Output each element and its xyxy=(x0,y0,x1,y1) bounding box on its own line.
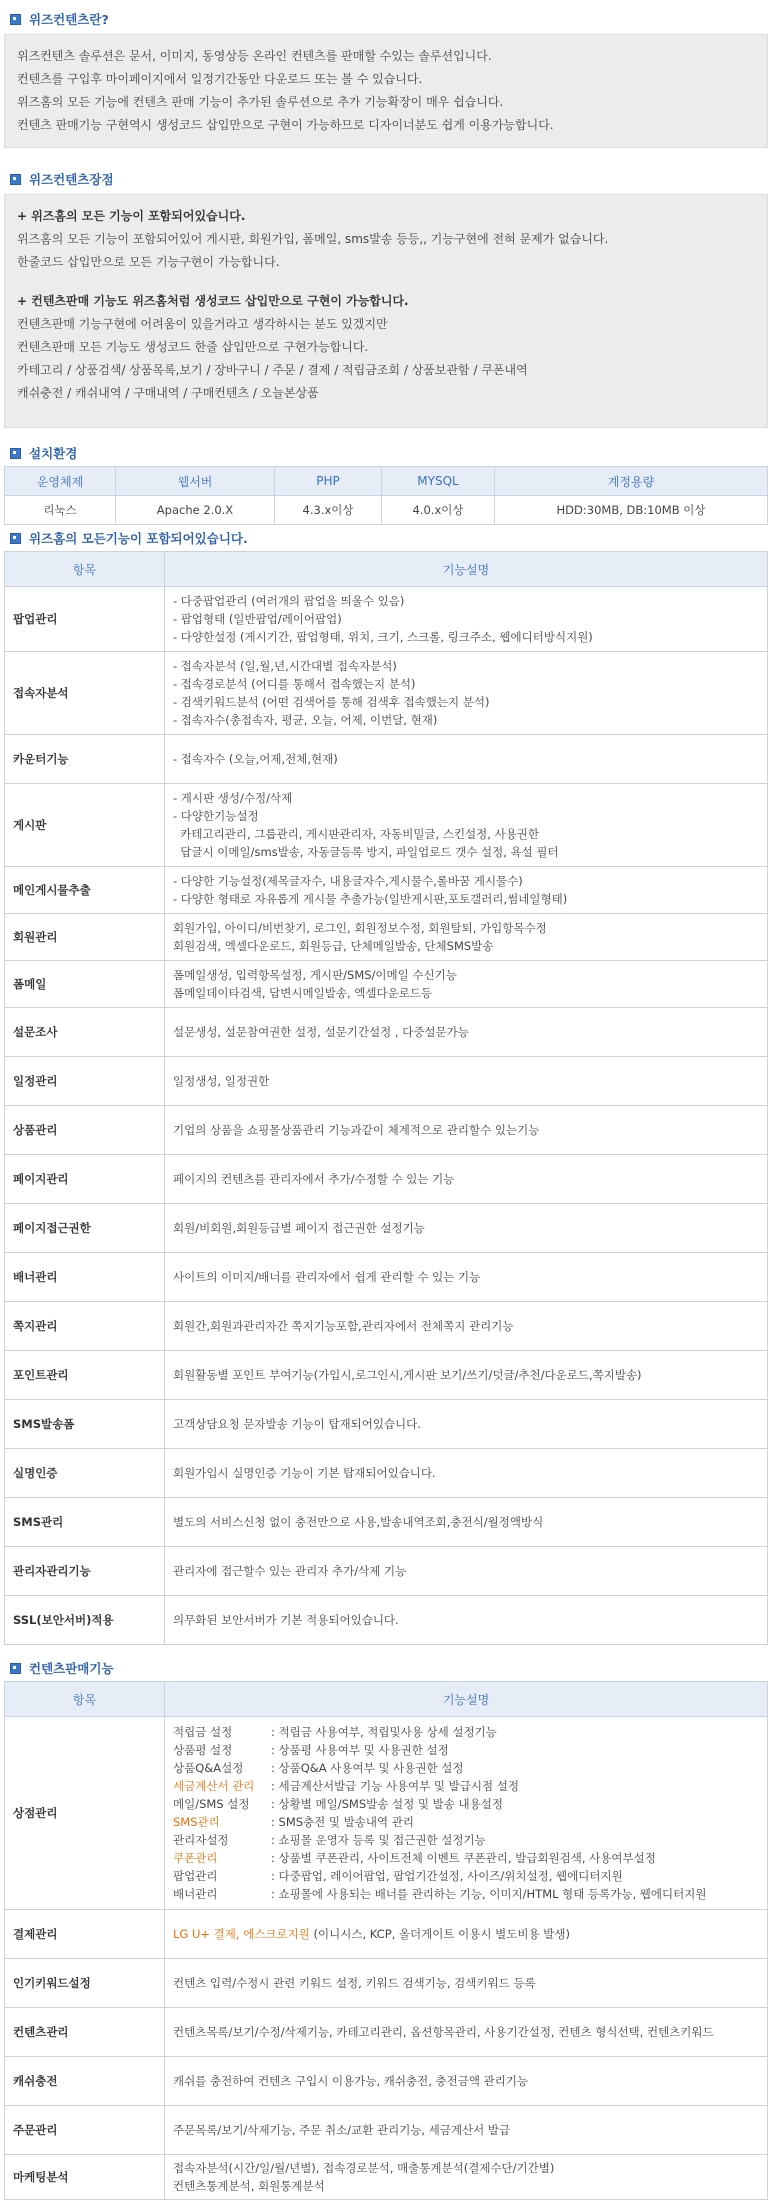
feature-line: 폼메일생성, 입력항목설정, 게시판/SMS/이메일 수신기능 xyxy=(173,968,457,982)
features-row xyxy=(5,1596,768,1645)
intro-line: 위즈컨텐츠 솔루션은 문서, 이미지, 동영상등 온라인 컨텐츠를 판매할 수있는 솔루션입니다. xyxy=(17,49,492,63)
shop-setting-value: : 상품평 사용여부 및 사용권한 설정 xyxy=(271,1743,449,1757)
shop-setting-value: : 상품별 쿠폰관리, 사이트전체 이벤트 쿠폰관리, 발급회원검색, 사용여부설정 xyxy=(271,1851,656,1865)
sales-line: 접속자분석(시간/일/월/년별), 접속경로분석, 매출통계분석(결제수단/기간별) xyxy=(173,2161,555,2175)
feature-line: 회원활동별 포인트 부여기능(가입시,로그인시,게시판 보기/쓰기/덧글/추천/다운로드,쪽지발송) xyxy=(173,1368,642,1382)
sales-row-name: 주문관리 xyxy=(5,2106,165,2155)
features-row-desc xyxy=(165,1106,768,1155)
env-header: 운영체제 xyxy=(5,467,116,496)
features-row-name: 쪽지관리 xyxy=(5,1302,165,1351)
features-header: 항목 xyxy=(5,552,165,587)
sales-row xyxy=(5,2155,768,2200)
features-row xyxy=(5,1449,768,1498)
env-cell: HDD:30MB, DB:10MB 이상 xyxy=(495,496,768,525)
features-table xyxy=(4,551,768,1645)
features-row xyxy=(5,735,768,784)
features-row xyxy=(5,1204,768,1253)
features-row-desc xyxy=(165,1204,768,1253)
features-row-desc xyxy=(165,961,768,1008)
features-row-name: SMS관리 xyxy=(5,1498,165,1547)
payment-note: (이니시스, KCP, 올더게이트 이용시 별도비용 발생) xyxy=(309,1927,570,1941)
shop-setting-key: 적립금 설정 xyxy=(173,1725,233,1739)
features-row-name: 폼메일 xyxy=(5,961,165,1008)
features-title: 위즈홈의 모든기능이 포함되어있습니다. xyxy=(29,531,248,546)
feature-line: 페이지의 컨텐츠를 관리자에서 추가/수정할 수 있는 기능 xyxy=(173,1172,455,1186)
feature-line: 기업의 상품을 쇼핑몰상품관리 기능과같이 체계적으로 관리할수 있는기능 xyxy=(173,1123,540,1137)
env-cell: 리눅스 xyxy=(5,496,116,525)
sales-table xyxy=(4,1681,768,2200)
sales-line: 컨텐츠 입력/수정시 관련 키워드 설정, 키워드 검색기능, 검색키워드 등록 xyxy=(173,1976,536,1990)
shop-setting-item xyxy=(173,1849,759,1867)
features-row xyxy=(5,914,768,961)
features-row-name: 페이지접근권한 xyxy=(5,1204,165,1253)
intro-title: 위즈컨텐츠란? xyxy=(29,12,109,27)
features-row-name: 일정관리 xyxy=(5,1057,165,1106)
features-row xyxy=(5,867,768,914)
feature-line: - 다중팝업관리 (여러개의 팝업을 띄울수 있음) xyxy=(173,594,405,608)
advantage-line: 컨텐츠판매 기능구현에 어려움이 있을거라고 생각하시는 분도 있겠지만 xyxy=(17,317,388,331)
features-row xyxy=(5,652,768,735)
env-cell: Apache 2.0.X xyxy=(116,496,275,525)
features-row-desc xyxy=(165,1449,768,1498)
features-row xyxy=(5,1253,768,1302)
sales-line: 캐쉬를 충전하여 컨텐츠 구입시 이용가능, 캐쉬충전, 충전금액 관리기능 xyxy=(173,2074,529,2088)
sales-row-desc xyxy=(165,1717,768,1910)
features-row-name: 카운터기능 xyxy=(5,735,165,784)
sales-line: 컨텐츠통계분석, 회원통계분석 xyxy=(173,2179,325,2193)
sales-line: 주문목록/보기/삭제기능, 주문 취소/교환 관리기능, 세금계산서 발급 xyxy=(173,2123,511,2137)
advantage-line: 캐쉬충전 / 캐쉬내역 / 구매내역 / 구매컨텐츠 / 오늘본상품 xyxy=(17,386,319,400)
intro-line: 컨텐츠를 구입후 마이페이지에서 일정기간동안 다운로드 또는 볼 수 있습니다. xyxy=(17,72,423,86)
feature-line: - 다양한설정 (게시기간, 팝업형태, 위치, 크기, 스크롤, 링크주소, 웹에디터방식지원) xyxy=(173,630,593,644)
features-row-desc xyxy=(165,652,768,735)
shop-setting-key: SMS관리 xyxy=(173,1815,220,1829)
shop-setting-value: : 쇼핑몰에 사용되는 배너를 관리하는 기능, 이미지/HTML 형태 등록가능, 웹에디터지원 xyxy=(271,1887,707,1901)
features-row-desc xyxy=(165,1253,768,1302)
feature-line: 회원검색, 엑셀다운로드, 회원등급, 단체메일발송, 단체SMS발송 xyxy=(173,939,494,953)
env-header: PHP xyxy=(275,467,382,496)
shop-setting-item xyxy=(173,1813,759,1831)
sales-row-desc xyxy=(165,1959,768,2008)
features-row xyxy=(5,1547,768,1596)
feature-line: - 다양한 기능설정(제목글자수, 내용글자수,게시물수,롤바꿈 게시물수) xyxy=(173,874,523,888)
features-row-name: 관리자관리기능 xyxy=(5,1547,165,1596)
advantage-line: 컨텐츠판매 모든 기능도 생성코드 한줄 삽입만으로 구현가능합니다. xyxy=(17,340,369,354)
features-row-name: 실명인증 xyxy=(5,1449,165,1498)
features-row-name: SSL(보안서버)적용 xyxy=(5,1596,165,1645)
payment-highlight: LG U+ 결제, 에스크로지원 xyxy=(173,1927,310,1941)
shop-setting-value: : 쇼핑몰 운영자 등록 및 접근권한 설정기능 xyxy=(271,1833,486,1847)
feature-line: - 접속자수(총접속자, 평균, 오늘, 어제, 이번달, 현재) xyxy=(173,713,438,727)
features-row-name: 배너관리 xyxy=(5,1253,165,1302)
features-row-name: 게시판 xyxy=(5,784,165,867)
sales-row-desc xyxy=(165,2155,768,2200)
sales-row xyxy=(5,2057,768,2106)
feature-line: - 접속자수 (오늘,어제,전체,현재) xyxy=(173,752,338,766)
shop-setting-key: 메일/SMS 설정 xyxy=(173,1797,250,1811)
features-row-name: 회원관리 xyxy=(5,914,165,961)
advantages-box xyxy=(4,194,768,428)
feature-line: 일정생성, 일정권한 xyxy=(173,1074,270,1088)
sales-row xyxy=(5,1959,768,2008)
shop-setting-key: 상품평 설정 xyxy=(173,1743,233,1757)
env-header: 계정용량 xyxy=(495,467,768,496)
feature-line: - 검색키워드분석 (어떤 검색어를 통해 검색후 접속했는지 분석) xyxy=(173,695,490,709)
shop-setting-item xyxy=(173,1777,759,1795)
sales-row-name: 인기키워드설정 xyxy=(5,1959,165,2008)
shop-setting-key: 상품Q&A설정 xyxy=(173,1761,244,1775)
shop-setting-key: 쿠폰관리 xyxy=(173,1851,218,1865)
feature-line: - 다양한 형태로 자유롭게 게시물 추출가능(일반게시판,포토갤러리,썸네일형태) xyxy=(173,892,568,906)
shop-setting-key: 관리자설정 xyxy=(173,1833,229,1847)
sales-header: 항목 xyxy=(5,1682,165,1717)
env-table xyxy=(4,466,768,525)
features-row-desc xyxy=(165,867,768,914)
features-row-desc xyxy=(165,1498,768,1547)
shop-setting-value: : 적립금 사용여부, 적립및사용 상세 설정기능 xyxy=(271,1725,497,1739)
shop-setting-value: : 다중팝업, 레이어팝업, 팝업기간설정, 사이즈/위치설정, 웹에디터지원 xyxy=(271,1869,623,1883)
features-row-desc xyxy=(165,1596,768,1645)
shop-setting-key: 팝업관리 xyxy=(173,1869,218,1883)
section-bullet-icon xyxy=(10,533,21,544)
shop-setting-value: : SMS충전 및 발송내역 관리 xyxy=(271,1815,414,1829)
shop-setting-item xyxy=(173,1723,759,1741)
features-row-name: 상품관리 xyxy=(5,1106,165,1155)
feature-line: 폼메일데이타검색, 답변시메일발송, 엑셀다운로드등 xyxy=(173,986,433,1000)
shop-setting-item xyxy=(173,1885,759,1903)
feature-line: 의무화된 보안서버가 기본 적용되어있습니다. xyxy=(173,1613,399,1627)
features-row-name: 메인게시물추출 xyxy=(5,867,165,914)
advantage-heading: + 컨텐츠판매 기능도 위즈홈처럼 생성코드 삽입만으로 구현이 가능합니다. xyxy=(17,294,409,308)
features-row xyxy=(5,1106,768,1155)
env-cell: 4.3.x이상 xyxy=(275,496,382,525)
sales-line: 컨텐츠목록/보기/수정/삭제기능, 카테고리관리, 옵션항목관리, 사용기간설정, 컨텐츠 형식선택, 컨텐츠키워드 xyxy=(173,2025,714,2039)
shop-setting-key: 세금계산서 관리 xyxy=(173,1779,255,1793)
features-row xyxy=(5,1155,768,1204)
features-row xyxy=(5,1351,768,1400)
sales-title: 컨텐츠판매기능 xyxy=(29,1661,114,1676)
intro-box xyxy=(4,34,768,148)
features-row xyxy=(5,587,768,652)
features-section-title xyxy=(4,527,768,549)
features-row-name: 페이지관리 xyxy=(5,1155,165,1204)
section-bullet-icon xyxy=(10,1663,21,1674)
features-row-desc xyxy=(165,1547,768,1596)
feature-line: 고객상담요청 문자발송 기능이 탑재되어있습니다. xyxy=(173,1417,421,1431)
features-row-desc xyxy=(165,914,768,961)
advantage-line: 카테고리 / 상품검색/ 상품목록,보기 / 장바구니 / 주문 / 결제 / 적립금조회 / 상품보관함 / 쿠폰내역 xyxy=(17,363,528,377)
shop-setting-item xyxy=(173,1795,759,1813)
feature-line: 회원간,회원과관리자간 쪽지기능포함,관리자에서 전체쪽지 관리기능 xyxy=(173,1319,514,1333)
intro-section-title xyxy=(4,8,768,30)
features-row-name: SMS발송폼 xyxy=(5,1400,165,1449)
feature-line: 회원가입, 아이디/비번찾기, 로그인, 회원정보수정, 회원탈퇴, 가입항목수정 xyxy=(173,921,547,935)
sales-section-title xyxy=(4,1657,768,1679)
feature-line: 카테고리관리, 그룹관리, 게시판관리자, 자동비밀글, 스킨설정, 사용권한 xyxy=(173,827,540,841)
feature-line: 별도의 서비스신청 없이 충전만으로 사용,발송내역조회,충전식/월정액방식 xyxy=(173,1515,544,1529)
shop-setting-value: : 상품Q&A 사용여부 및 사용권한 설정 xyxy=(271,1761,464,1775)
sales-row-name: 상점관리 xyxy=(5,1717,165,1910)
features-row-desc xyxy=(165,735,768,784)
features-row-name: 접속자분석 xyxy=(5,652,165,735)
features-row xyxy=(5,784,768,867)
sales-row-name: 캐쉬충전 xyxy=(5,2057,165,2106)
feature-line: - 다양한기능설정 xyxy=(173,809,259,823)
section-bullet-icon xyxy=(10,14,21,25)
section-bullet-icon xyxy=(10,448,21,459)
feature-line: 회원가입시 실명인증 기능이 기본 탑재되어있습니다. xyxy=(173,1466,436,1480)
sales-row-desc xyxy=(165,2057,768,2106)
features-row-desc xyxy=(165,1302,768,1351)
sales-header: 기능설명 xyxy=(165,1682,768,1717)
features-row-desc xyxy=(165,784,768,867)
features-header: 기능설명 xyxy=(165,552,768,587)
feature-line: 사이트의 이미지/배너를 관리자에서 쉽게 관리할 수 있는 기능 xyxy=(173,1270,481,1284)
features-row xyxy=(5,961,768,1008)
advantages-title: 위즈컨텐츠장점 xyxy=(29,172,114,187)
advantage-heading: + 위즈홈의 모든 기능이 포함되어있습니다. xyxy=(17,209,246,223)
env-section-title xyxy=(4,442,768,464)
feature-line: - 팝업형태 (일반팝업/레이어팝업) xyxy=(173,612,342,626)
shop-setting-key: 배너관리 xyxy=(173,1887,218,1901)
sales-row-desc xyxy=(165,2008,768,2057)
intro-line: 위즈홈의 모든 기능에 컨텐츠 판매 기능이 추가된 솔루션으로 추가 기능확장이 매우 쉽습니다. xyxy=(17,95,504,109)
shop-setting-value: : 상황별 메일/SMS발송 설정 및 발송 내용설정 xyxy=(271,1797,503,1811)
features-row-desc xyxy=(165,1057,768,1106)
sales-row xyxy=(5,2106,768,2155)
features-row-desc xyxy=(165,1351,768,1400)
feature-line: 설문생성, 설문참여권한 설정, 설문기간설정 , 다중설문가능 xyxy=(173,1025,469,1039)
features-row-name: 포인트관리 xyxy=(5,1351,165,1400)
advantages-section-title xyxy=(4,168,768,190)
section-bullet-icon xyxy=(10,174,21,185)
features-row xyxy=(5,1498,768,1547)
features-row-desc xyxy=(165,1400,768,1449)
features-row-name: 설문조사 xyxy=(5,1008,165,1057)
features-row-desc xyxy=(165,587,768,652)
shop-setting-value: : 세금계산서발급 기능 사용여부 및 발급시점 설정 xyxy=(271,1779,519,1793)
env-header: MYSQL xyxy=(382,467,495,496)
features-row xyxy=(5,1302,768,1351)
sales-row-desc xyxy=(165,1910,768,1959)
advantage-line: 위즈홈의 모든 기능이 포함되어있어 게시판, 회원가입, 폼메일, sms발송 등등,, 기능구현에 전혀 문제가 없습니다. xyxy=(17,232,609,246)
features-row xyxy=(5,1057,768,1106)
feature-line: - 접속경로분석 (어디를 통해서 접속했는지 분석) xyxy=(173,677,416,691)
features-row-name: 팝업관리 xyxy=(5,587,165,652)
feature-line: - 접속자분석 (일,월,년,시간대별 접속자분석) xyxy=(173,659,397,673)
features-row xyxy=(5,1008,768,1057)
shop-setting-item xyxy=(173,1759,759,1777)
shop-setting-item xyxy=(173,1741,759,1759)
env-header: 웹서버 xyxy=(116,467,275,496)
shop-setting-item xyxy=(173,1831,759,1849)
sales-row-name: 마케팅분석 xyxy=(5,2155,165,2200)
feature-line: 답글시 이메일/sms발송, 자동글등록 방지, 파일업로드 갯수 설정, 욕설 필터 xyxy=(173,845,559,859)
feature-line: - 게시판 생성/수정/삭제 xyxy=(173,791,293,805)
sales-row-desc xyxy=(165,2106,768,2155)
features-row-desc xyxy=(165,1155,768,1204)
env-cell: 4.0.x이상 xyxy=(382,496,495,525)
advantage-line: 한줄코드 삽입만으로 모든 기능구현이 가능합니다. xyxy=(17,255,280,269)
sales-row-name: 결제관리 xyxy=(5,1910,165,1959)
feature-line: 회원/비회원,회원등급별 페이지 접근권한 설정기능 xyxy=(173,1221,425,1235)
sales-row xyxy=(5,2008,768,2057)
shop-setting-item xyxy=(173,1867,759,1885)
env-title: 설치환경 xyxy=(29,446,78,461)
sales-row-name: 컨텐츠관리 xyxy=(5,2008,165,2057)
intro-line: 컨텐츠 판매기능 구현역시 생성코드 삽입만으로 구현이 가능하므로 디자이너분도 쉽게 이용가능합니다. xyxy=(17,118,554,132)
features-row-desc xyxy=(165,1008,768,1057)
features-row xyxy=(5,1400,768,1449)
feature-line: 관리자에 접근할수 있는 관리자 추가/삭제 기능 xyxy=(173,1564,407,1578)
